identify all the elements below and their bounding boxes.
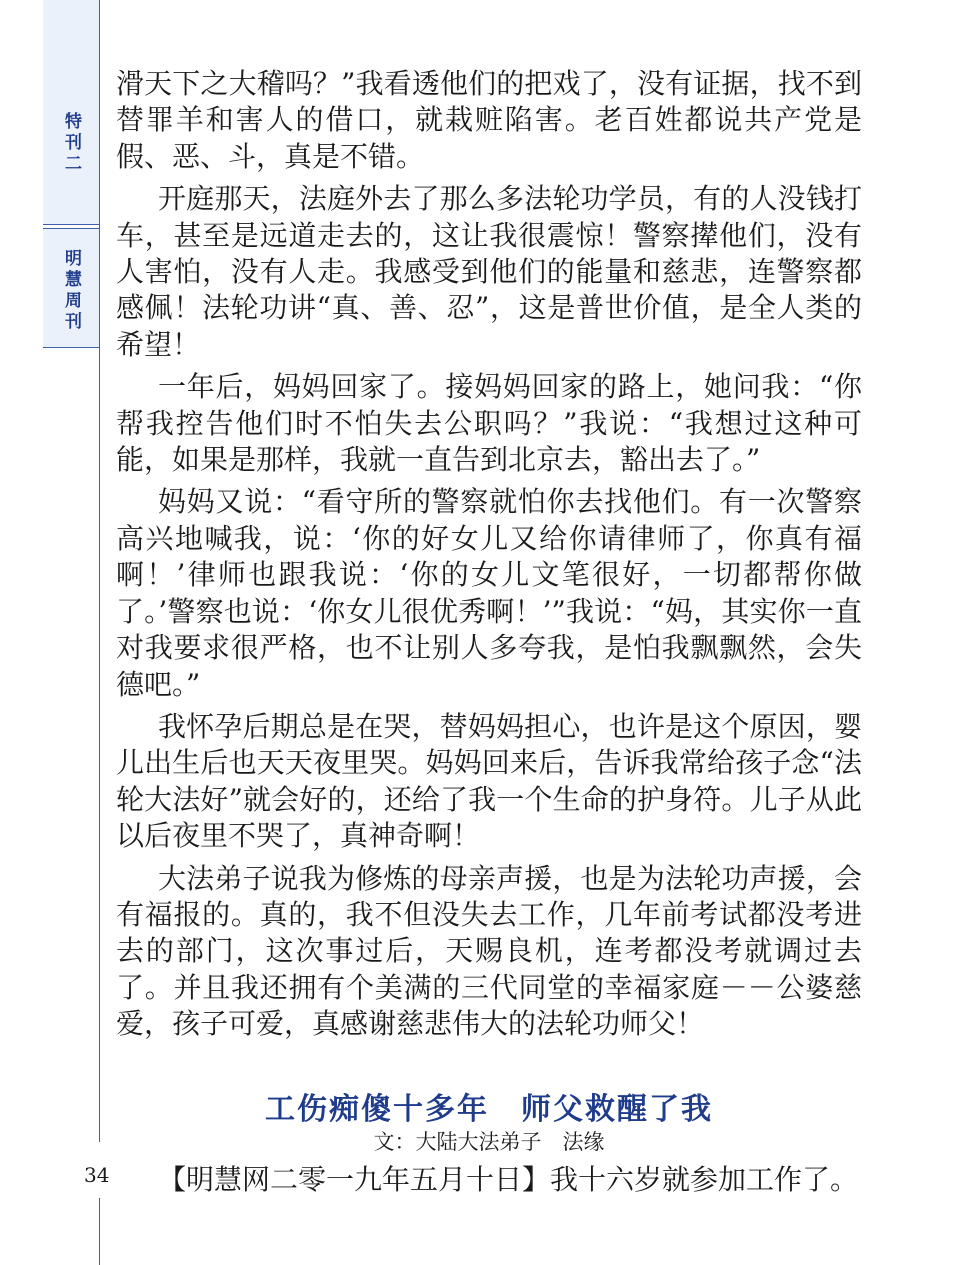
paragraph: 我怀孕后期总是在哭，替妈妈担心，也许是这个原因，婴儿出生后也天天夜里哭。妈妈回来后，告诉我常给孩子念“法轮大法好”就会好的，还给了我一个生命的护身符。儿子从此以后夜里不哭了，真神奇啊！ bbox=[116, 709, 862, 853]
publication-tab bbox=[43, 228, 100, 348]
section-tab-label: 特刊二 bbox=[61, 112, 81, 175]
article-first-line: 【明慧网二零一九年五月十日】我十六岁就参加工作了。 bbox=[158, 1163, 859, 1196]
paragraph: 大法弟子说我为修炼的母亲声援，也是为法轮功声援，会有福报的。真的，我不但没失去工作，几年前考试都没考进去的部门，这次事过后，天赐良机，连考都没考就调过去了。并且我还拥有个美满的三代同堂的幸福家庭－－公婆慈爱，孩子可爱，真感谢慈悲伟大的法轮功师父！ bbox=[116, 861, 862, 1041]
paragraph: 开庭那天，法庭外去了那么多法轮功学员，有的人没钱打车，甚至是远道走去的，这让我很震惊！警察撵他们，没有人害怕，没有人走。我感受到他们的能量和慈悲，连警察都感佩！法轮功讲“真、善、忍”，这是普世价值，是全人类的希望！ bbox=[116, 182, 862, 361]
section-tab bbox=[43, 0, 100, 225]
page-number: 34 bbox=[84, 1163, 110, 1187]
article-body bbox=[116, 66, 862, 1049]
paragraph: 滑天下之大稽吗？”我看透他们的把戏了，没有证据，找不到替罪羊和害人的借口，就栽赃陷害。老百姓都说共产党是假、恶、斗，真是不错。 bbox=[116, 67, 862, 173]
article-byline: 文：大陆大法弟子 法缘 bbox=[373, 1130, 605, 1154]
paragraph: 妈妈又说：“看守所的警察就怕你去找他们。有一次警察高兴地喊我，说：‘你的好女儿又给你请律师了，你真有福啊！’律师也跟我说：‘你的女儿文笔很好，一切都帮你做了。’警察也说：‘你女儿很优秀啊！’”我说：“妈，其实你一直对我要求很严格，也不让别人多夸我，是怕我飘飘然，会失德吧。” bbox=[116, 485, 862, 701]
article-title: 工伤痴傻十多年 师父救醒了我 bbox=[265, 1092, 713, 1127]
margin-rule-bottom bbox=[99, 1198, 100, 1265]
paragraph: 一年后，妈妈回家了。接妈妈回家的路上，她问我：“你帮我控告他们时不怕失去公职吗？”我说：“我想过这种可能，如果是那样，我就一直告到北京去，豁出去了。” bbox=[116, 370, 862, 477]
margin-rule-top bbox=[99, 0, 100, 1142]
publication-tab-label: 明慧周刊 bbox=[61, 249, 81, 333]
